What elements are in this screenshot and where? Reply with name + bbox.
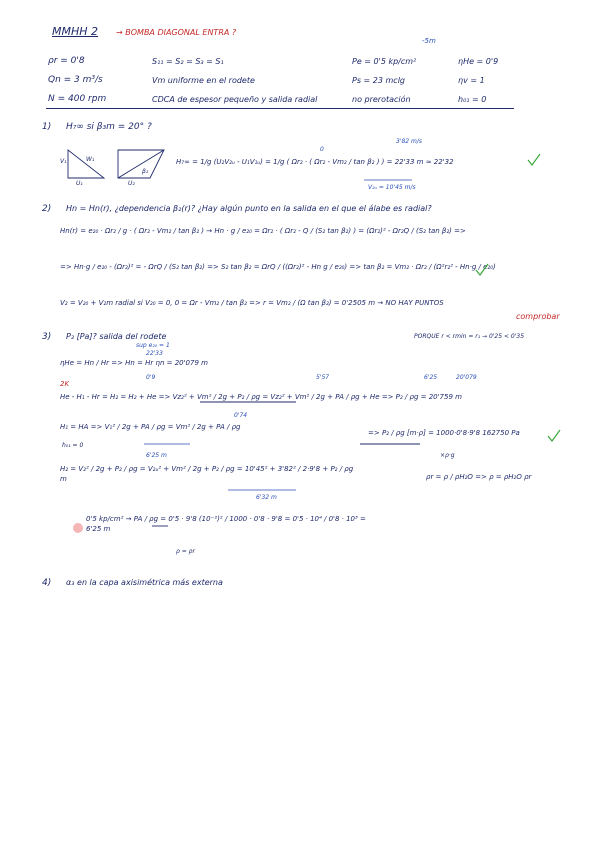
given-sections: S₁₁ = S₂ = S₃ = S₁ [152,57,224,66]
s1-label: 1) [42,122,52,132]
given-n: N = 400 rpm [48,94,107,104]
s4-label: 4) [42,578,52,588]
s3-h1-line: H₁ = HA => V₁² / 2g + PA / ρg = Vm² / 2g + PA / ρg [60,423,241,431]
s3-eff-note2: 0'9 [146,374,156,381]
s3-e-annot2: 6'25 [424,374,438,381]
s3-h1-note: h₀₁ = 0 [62,442,84,449]
s1-equation: H₇∞ = 1/g (U₂V₂ᵤ - U₁V₁ᵤ) = 1/g ( Ωr₂ · ( Ωr₂ - Vm₂ / tan β₂ ) ) = 22'33 m ≈ 22'32 [176,158,454,166]
given-prerotation: no prerotación [352,95,411,104]
velocity-triangle-inlet [68,150,104,178]
s3-h1-annot: 0'74 [234,412,248,419]
s1-zero: 0 [320,146,324,153]
given-eta-v: ηv = 1 [458,76,485,85]
pe-note: -5m [422,37,436,45]
tri-beta2: β₂ [142,168,149,175]
check-mark-2 [476,264,488,275]
check-mark-3 [548,430,560,441]
tri-w1: W₁ [86,156,95,163]
given-pe: Pe = 0'5 kp/cm² [352,57,417,66]
given-vm: Vm uniforme en el rodete [152,76,255,85]
s1-question: H₇∞ si β₃m = 20° ? [66,122,152,132]
tri-u2: U₂ [128,180,135,187]
s3-e-annot3: 20'079 [456,374,477,381]
s3-h1-annot2: 6'25 m [146,452,167,459]
s3-p2-ann: ×ρ·g [440,452,455,459]
given-rho: ρr = 0'8 [48,56,85,66]
highlight-dot [73,523,83,533]
s2-line2: => Hn·g / e₂₀ - (Ωr₂)² = - ΩrQ / (S₂ tan β₂) => S₂ tan β₂ = ΩrQ / ((Ωr₂)² - Hn g / e₂₀) => tan β₂ = Vm₂ · Ωr₂ / (Ω²r₂² - Hn·g / e₂₀) [60,263,496,271]
s3-eff-note: sup e₂₀ = 1 [136,342,170,349]
s3-h2-line: H₂ = V₂² / 2g + P₂ / ρg = V₂ᵤ² + Vm² / 2g + P₂ / ρg = 10'45² + 3'82² / 2·9'8 + P₂ / ρg m [60,465,354,483]
given-cdca: CDCA de espesor pequeño y salida radial [152,95,318,104]
s3-question: P₂ [Pa]? salida del rodete [66,332,167,341]
check-mark-1 [528,154,540,165]
tri-v1: V₁ [60,158,67,165]
s3-e-annot1: 5'57 [316,374,330,381]
s3-rho-line: ρr = ρ / ρH₂O => ρ = ρH₂O ρr [426,473,532,481]
s2-note: comprobar [516,312,560,321]
s3-eff-top: 22'33 [146,350,163,357]
page-title: MMHH 2 [52,25,99,38]
s4-question: α₃ en la capa axisimétrica más externa [66,578,223,587]
s1-annot-bottom: V₂ᵤ = 10'45 m/s [368,184,416,191]
s3-p2-result: => P₂ / ρg [m·ρ] = 1000·0'8·9'8 162750 Pa [368,429,520,437]
s3-p-line: 0'5 kp/cm² → PA / ρg = 0'5 · 9'8 (10⁻²)² / 1000 · 0'8 · 9'8 = 0'5 · 10⁴ / 0'8 · 10³ = 6'25 m [86,515,366,533]
s1-annot-top: 3'82 m/s [396,138,423,145]
given-eta-he: ηHe = 0'9 [458,57,499,66]
header-question: → BOMBA DIAGONAL ENTRA ? [116,28,237,37]
s3-energy: He - H₁ - Hr = H₂ = H₂ + He => Vz₂² + Vm² / 2g + P₂ / ρg = Vz₂² + Vm² / 2g + PA / ρg + He => P₂ / ρg = 20'759 m [60,393,462,401]
s2-label: 2) [42,204,52,214]
given-q: Qn = 3 m³/s [48,75,103,85]
s3-hr-marker: 2K [60,380,70,388]
s2-footnote: PORQUE r < rmin = r₁ → 0'25 < 0'35 [414,333,525,340]
s3-eff: ηHe = Hn / Hr => Hn = Hr ηn = 20'079 m [60,359,208,367]
s3-h2-annot: 6'32 m [256,494,277,501]
s2-question: Hn = Hn(r), ¿dependencia β₂(r)? ¿Hay algún punto en la salida en el que el álabe es radial? [66,204,432,213]
s3-p-note: ρ = ρr [176,548,195,555]
given-ps: Ps = 23 mclg [352,76,405,85]
s2-line1: Hn(r) = e₂₀ · Ωr₂ / g · ( Ωr₂ - Vm₂ / tan β₂ ) → Hn · g / e₂₀ = Ωr₂ · ( Ωr₂ - Q / (S₂ tan β₂) ) = (Ωr₂)² - Ωr₂Q / (S₂ tan β₂) => [60,227,466,235]
s3-label: 3) [42,332,52,342]
tri-u1: U₁ [76,180,83,187]
given-h01: h₀₁ = 0 [458,95,487,104]
s2-line3: V₂ = V₂₀ + V₂m radial si V₂₀ = 0, 0 = Ωr - Vm₂ / tan β₂ => r = Vm₂ / (Ω tan β₂) = 0'2505 m → NO HAY PUNTOS [60,299,444,307]
